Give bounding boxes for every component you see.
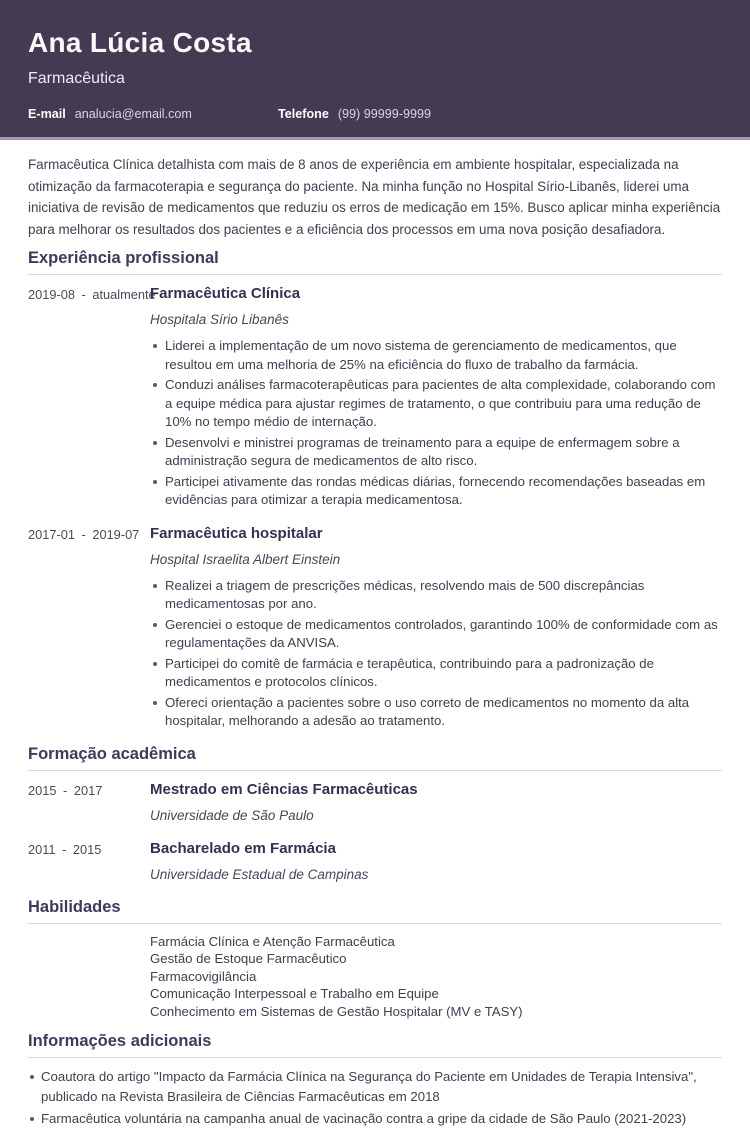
- bullet-item: Participei do comitê de farmácia e terapêutica, contribuindo para a padronização de medicamentos e protocolos clínicos.: [165, 655, 722, 692]
- education-entry: [28, 771, 722, 830]
- entry-title: Bacharelado em Farmácia: [150, 839, 336, 857]
- entry-date: 2011 - 2015: [28, 841, 102, 857]
- bullet-item: Ofereci orientação a pacientes sobre o uso correto de medicamentos no momento da alta hospitalar, melhorando a adesão ao tratamento.: [165, 694, 722, 731]
- skill-item: Comunicação Interpessoal e Trabalho em Equipe: [150, 986, 439, 1001]
- entry-bullet-list: [150, 577, 722, 731]
- entry-date: 2017-01 - 2019-07: [28, 526, 140, 542]
- entry-date: 2019-08 - atualmente: [28, 287, 156, 302]
- bullet-item: Liderei a implementação de um novo sistema de gerenciamento de medicamentos, que resultou em uma melhoria de 25% na eficiência do fluxo de trabalho da farmácia.: [165, 337, 722, 374]
- entry-body: [150, 524, 722, 736]
- entry-organization: Hospitala Sírio Libanês: [150, 312, 289, 327]
- experience-entry: [28, 515, 722, 736]
- email-value: analucia@email.com: [74, 107, 192, 122]
- section-experience: [28, 247, 722, 736]
- entry-title: Mestrado em Ciências Farmacêuticas: [150, 780, 418, 798]
- bullet-item: Desenvolvi e ministrei programas de treinamento para a equipe de enfermagem sobre a administração segura de medicamentos de alto risco.: [165, 434, 722, 471]
- bullet-item: Participei ativamente das rondas médicas diárias, fornecendo recomendações baseadas em evidências para otimizar a terapia medicamentosa.: [165, 473, 722, 510]
- experience-heading: Experiência profissional: [28, 249, 219, 267]
- entry-body: [150, 839, 722, 889]
- additional-info-item: Coautora do artigo "Impacto da Farmácia Clínica na Segurança do Paciente em Unidades de Terapia Intensiva", publicado na Revista Brasileira de Ciências Farmacêuticas em 2018: [41, 1067, 722, 1106]
- entry-title: Farmacêutica Clínica: [150, 285, 301, 302]
- section-divider: [28, 923, 722, 924]
- contact-row: [28, 107, 722, 121]
- entry-organization: Universidade Estadual de Campinas: [150, 866, 369, 882]
- skill-item: Farmácia Clínica e Atenção Farmacêutica: [150, 933, 395, 949]
- section-additional-info: [28, 1030, 722, 1129]
- entry-date: 2015 - 2017: [28, 782, 103, 798]
- education-heading: Formação acadêmica: [28, 744, 196, 763]
- section-divider: [28, 1057, 722, 1058]
- bullet-item: Realizei a triagem de prescrições médicas, resolvendo mais de 500 discrepâncias medicamentosas por ano.: [165, 577, 722, 614]
- entry-bullet-list: [150, 337, 722, 510]
- experience-entry: [28, 275, 722, 515]
- entry-title: Farmacêutica hospitalar: [150, 524, 323, 542]
- contact-email: [28, 107, 278, 121]
- bullet-item: Gerenciei o estoque de medicamentos controlados, garantindo 100% de conformidade com as regulamentações da ANVISA.: [165, 616, 722, 653]
- additional-info-heading: Informações adicionais: [28, 1032, 212, 1050]
- bullet-item: Conduzi análises farmacoterapêuticas para pacientes de alta complexidade, colaborando com a equipe médica para ajustar regimes de tratamento, o que contribuiu para uma redução de 10% no tempo médio de internação.: [165, 376, 722, 432]
- resume-header: [0, 0, 750, 140]
- contact-phone: [278, 107, 431, 121]
- entry-organization: Hospital Israelita Albert Einstein: [150, 551, 341, 567]
- summary-paragraph: Farmacêutica Clínica detalhista com mais de 8 anos de experiência em ambiente hospitalar, especializada na otimização da farmacoterapia e segurança do paciente. Na minha função no Hospital Sírio-Libanês, liderei uma iniciativa de revisão de medicamentos que reduziu os erros de medicação em 15%. Busco aplicar minha experiência para melhorar os resultados dos pacientes e a eficiência dos processos em uma nova posição desafiadora.: [28, 157, 721, 237]
- email-label: E-mail: [28, 107, 66, 122]
- phone-label: Telefone: [278, 107, 329, 122]
- section-skills: [28, 896, 722, 1021]
- skill-item: Conhecimento em Sistemas de Gestão Hospitalar (MV e TASY): [150, 1003, 523, 1019]
- education-entry: [28, 830, 722, 889]
- phone-value: (99) 99999-9999: [337, 107, 431, 122]
- candidate-name: Ana Lúcia Costa: [28, 27, 252, 58]
- candidate-job-title: Farmacêutica: [28, 70, 125, 88]
- skills-list: [28, 933, 722, 1021]
- skills-heading: Habilidades: [28, 897, 121, 916]
- skill-item: Gestão de Estoque Farmacêutico: [150, 951, 347, 966]
- section-education: [28, 743, 722, 889]
- resume-body: [0, 140, 750, 1129]
- entry-body: [150, 780, 722, 830]
- additional-info-item: Farmacêutica voluntária na campanha anual de vacinação contra a gripe da cidade de São Paulo (2021-2023): [41, 1109, 722, 1129]
- skill-item: Farmacovigilância: [150, 968, 257, 984]
- entry-body: [150, 284, 722, 515]
- entry-organization: Universidade de São Paulo: [150, 807, 314, 823]
- additional-info-list: [28, 1067, 722, 1129]
